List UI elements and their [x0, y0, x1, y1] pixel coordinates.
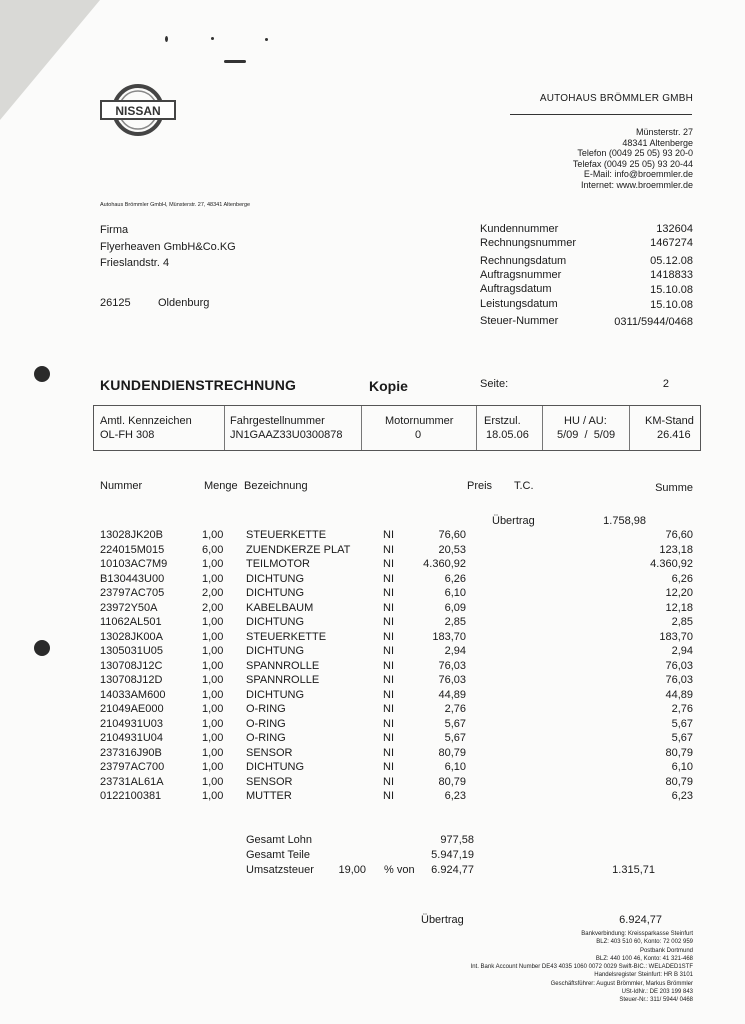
footer-line: Int. Bank Account Number DE43 4035 1060 0072 0029 Swift-BIC.: WELADED1STF	[470, 964, 693, 971]
item-price: 76,60	[438, 529, 466, 541]
item-price: 20,53	[438, 543, 466, 556]
paper-speck	[224, 60, 246, 63]
item-tax-code: NI	[383, 732, 394, 744]
item-quantity: 6,00	[202, 543, 224, 556]
item-description: DICHTUNG	[246, 645, 305, 657]
item-quantity: 1,00	[202, 688, 224, 701]
paper-speck	[165, 36, 168, 42]
meta-label: Leistungsdatum	[480, 298, 558, 310]
item-price: 2,85	[444, 616, 466, 628]
table-row	[0, 616, 745, 631]
customer-line: Flyerheaven GmbH&Co.KG	[100, 240, 236, 253]
vehicle-value: 5/09 / 5/09	[557, 429, 616, 441]
footer-line: Bankverbindung: Kreissparkasse Steinfurt	[581, 931, 693, 937]
item-sum: 2,76	[671, 703, 693, 715]
item-sum: 5,67	[671, 717, 693, 730]
item-sum: 12,20	[665, 587, 693, 599]
item-description: SPANNROLLE	[246, 674, 320, 686]
item-price: 6,23	[444, 790, 466, 802]
vehicle-label: Amtl. Kennzeichen	[100, 415, 192, 427]
item-sum: 76,03	[665, 659, 693, 672]
col-header-menge: Menge	[204, 480, 238, 492]
customer-line: Firma	[100, 224, 129, 236]
table-row	[0, 602, 745, 617]
item-number: 10103AC7M9	[100, 558, 168, 570]
page-number: 2	[662, 378, 669, 390]
item-number: 130708J12D	[100, 674, 163, 686]
item-description: STEUERKETTE	[246, 529, 327, 541]
vat-base: 6.924,77	[431, 864, 474, 876]
item-description: SENSOR	[246, 746, 293, 759]
paper-speck	[265, 38, 268, 41]
item-tax-code: NI	[383, 688, 394, 701]
item-sum: 2,94	[671, 645, 693, 657]
item-tax-code: NI	[383, 616, 394, 628]
meta-value: 05.12.08	[650, 255, 693, 267]
table-row	[0, 747, 745, 762]
item-description: O-RING	[246, 703, 286, 715]
folded-corner	[0, 0, 100, 120]
item-tax-code: NI	[383, 659, 394, 672]
col-header-preis: Preis	[467, 480, 493, 492]
sender-line: Autohaus Brömmler GmbH, Münsterstr. 27, 48341 Altenberge	[100, 202, 251, 208]
item-price: 76,03	[438, 659, 466, 672]
document-title: KUNDENDIENSTRECHNUNG	[100, 377, 297, 393]
item-number: 23797AC700	[100, 761, 165, 773]
total-labor-value: 977,58	[440, 834, 474, 846]
footer-line: Geschäftsführer: August Brömmler, Markus Brömmler	[550, 980, 693, 987]
item-price: 2,76	[444, 703, 466, 715]
item-tax-code: NI	[383, 630, 394, 643]
table-row	[0, 790, 745, 805]
punch-hole	[34, 366, 50, 382]
copy-label: Kopie	[369, 378, 408, 394]
address-line: Telefax (0049 25 05) 93 20-44	[572, 158, 693, 169]
total-parts-value: 5.947,19	[431, 849, 474, 861]
item-sum: 76,60	[665, 529, 693, 541]
item-quantity: 1,00	[202, 717, 224, 730]
table-row	[0, 761, 745, 776]
item-sum: 76,03	[665, 674, 693, 686]
table-row	[0, 631, 745, 646]
col-header-nummer: Nummer	[100, 480, 143, 492]
item-quantity: 1,00	[202, 746, 224, 759]
item-quantity: 1,00	[202, 732, 224, 744]
col-header-bezeichnung: Bezeichnung	[244, 480, 308, 492]
item-tax-code: NI	[383, 761, 394, 773]
paper-speck	[211, 37, 214, 40]
vehicle-label: HU / AU:	[564, 415, 607, 427]
vehicle-cell-motor	[361, 406, 477, 450]
customer-line: Frieslandstr. 4	[100, 257, 170, 269]
item-tax-code: NI	[383, 645, 394, 657]
item-sum: 44,89	[665, 688, 693, 701]
footer-line: USt-IdNr.: DE 203 199 843	[621, 989, 693, 996]
item-quantity: 1,00	[202, 645, 224, 657]
item-price: 5,67	[444, 717, 466, 730]
table-row	[0, 718, 745, 733]
vehicle-label: Erstzul.	[484, 415, 521, 427]
logo-text: NISSAN	[115, 104, 161, 118]
meta-label: Rechnungsdatum	[480, 255, 567, 267]
footer-line: BLZ: 440 100 46, Konto: 41 321-468	[595, 955, 693, 962]
item-sum: 80,79	[665, 775, 693, 788]
item-number: 23972Y50A	[100, 601, 158, 614]
address-line: Telefon (0049 25 05) 93 20-0	[577, 148, 693, 158]
item-description: ZUENDKERZE PLAT	[246, 543, 351, 556]
item-number: 13028JK00A	[100, 630, 163, 643]
address-line: 48341 Altenberge	[622, 137, 693, 148]
item-description: DICHTUNG	[246, 761, 305, 773]
meta-value: 1418833	[650, 269, 693, 281]
item-quantity: 1,00	[202, 674, 224, 686]
final-carryover-label: Übertrag	[421, 914, 464, 926]
vehicle-info-box	[93, 405, 701, 451]
meta-label: Auftragsdatum	[480, 283, 552, 295]
vat-rate: 19,00	[338, 864, 366, 876]
table-row	[0, 587, 745, 602]
vat-value: 1.315,71	[612, 864, 655, 876]
col-header-tc: T.C.	[514, 480, 534, 492]
table-row	[0, 689, 745, 704]
item-price: 5,67	[444, 732, 466, 744]
item-number: 130708J12C	[100, 659, 163, 672]
col-header-summe: Summe	[655, 482, 693, 494]
item-quantity: 1,00	[202, 529, 224, 541]
item-sum: 6,23	[671, 790, 693, 802]
table-row	[0, 660, 745, 675]
carryover-label: Übertrag	[492, 515, 535, 527]
item-number: 2104931U04	[100, 732, 164, 744]
nissan-logo	[100, 80, 176, 140]
item-quantity: 1,00	[202, 630, 224, 643]
item-number: 224015M015	[100, 543, 165, 556]
item-sum: 4.360,92	[650, 558, 693, 570]
vehicle-value: 0	[415, 429, 422, 441]
table-row	[0, 732, 745, 747]
item-quantity: 1,00	[202, 572, 224, 585]
vehicle-cell-fahrgestell	[224, 406, 362, 450]
item-sum: 6,10	[671, 761, 693, 773]
item-price: 80,79	[438, 746, 466, 759]
item-sum: 183,70	[659, 630, 693, 643]
footer-line: BLZ: 403 510 60, Konto: 72 002 959	[596, 939, 693, 946]
vehicle-value: OL-FH 308	[100, 429, 155, 441]
meta-value: 132604	[656, 223, 693, 235]
footer-line: Handelsregister Steinfurt: HR B 3101	[594, 972, 693, 979]
item-sum: 2,85	[671, 616, 693, 628]
item-number: 14033AM600	[100, 688, 166, 701]
item-price: 6,26	[444, 572, 466, 585]
vat-of-label: % von	[384, 864, 415, 876]
table-row	[0, 529, 745, 544]
vehicle-value: JN1GAAZ33U0300878	[230, 429, 343, 441]
item-number: 0122100381	[100, 790, 162, 802]
item-quantity: 2,00	[202, 601, 224, 614]
item-price: 44,89	[438, 688, 466, 701]
item-tax-code: NI	[383, 529, 394, 541]
item-price: 6,09	[444, 601, 466, 614]
item-sum: 6,26	[671, 572, 693, 585]
company-address	[573, 127, 693, 190]
item-number: 1305031U05	[100, 645, 164, 657]
item-description: DICHTUNG	[246, 616, 305, 628]
item-quantity: 1,00	[202, 703, 224, 715]
item-description: O-RING	[246, 732, 286, 744]
item-description: DICHTUNG	[246, 587, 305, 599]
item-price: 80,79	[438, 775, 466, 788]
customer-address	[100, 222, 236, 272]
vat-label: Umsatzsteuer	[246, 864, 314, 876]
customer-plz: 26125	[100, 297, 131, 309]
item-tax-code: NI	[383, 572, 394, 585]
item-number: 23797AC705	[100, 587, 165, 599]
vehicle-label: Fahrgestellnummer	[230, 415, 325, 427]
footer-line: Postbank Dortmund	[639, 947, 693, 954]
item-quantity: 1,00	[202, 659, 224, 672]
item-sum: 80,79	[665, 746, 693, 759]
item-number: 21049AE000	[100, 703, 164, 715]
item-price: 4.360,92	[423, 558, 466, 570]
meta-value: 1467274	[650, 237, 693, 249]
item-tax-code: NI	[383, 558, 394, 570]
customer-city: Oldenburg	[158, 297, 210, 309]
company-name: AUTOHAUS BRÖMMLER GMBH	[539, 93, 693, 104]
item-quantity: 2,00	[202, 587, 224, 599]
item-quantity: 1,00	[202, 775, 224, 788]
item-price: 2,94	[444, 645, 466, 657]
item-number: 237316J90B	[100, 746, 162, 759]
item-tax-code: NI	[383, 674, 394, 686]
total-labor-label: Gesamt Lohn	[246, 834, 313, 846]
final-carryover-value: 6.924,77	[619, 914, 662, 926]
item-tax-code: NI	[383, 601, 394, 614]
footer-line: Steuer-Nr.: 311/ 5944/ 0468	[619, 997, 693, 1004]
meta-value: 0311/5944/0468	[614, 316, 693, 328]
item-description: SENSOR	[246, 775, 293, 788]
item-sum: 5,67	[671, 732, 693, 744]
item-price: 6,10	[444, 587, 466, 599]
page-label: Seite:	[480, 378, 509, 390]
meta-value: 15.10.08	[650, 299, 693, 311]
address-line: E-Mail: info@broemmler.de	[583, 169, 693, 179]
item-tax-code: NI	[383, 746, 394, 759]
item-price: 76,03	[438, 674, 466, 686]
vehicle-cell-hu-au	[542, 406, 630, 450]
item-description: O-RING	[246, 717, 286, 730]
table-row	[0, 674, 745, 689]
address-line: Internet: www.broemmler.de	[580, 179, 693, 190]
item-description: SPANNROLLE	[246, 659, 320, 672]
item-quantity: 1,00	[202, 790, 224, 802]
table-row	[0, 558, 745, 573]
item-price: 6,10	[444, 761, 466, 773]
item-sum: 12,18	[665, 601, 693, 614]
total-parts-label: Gesamt Teile	[246, 849, 310, 861]
item-description: DICHTUNG	[246, 572, 305, 585]
meta-value: 15.10.08	[650, 284, 693, 296]
meta-label: Kundennummer	[480, 223, 559, 235]
item-tax-code: NI	[383, 543, 394, 556]
item-tax-code: NI	[383, 790, 394, 802]
meta-label: Rechnungsnummer	[480, 237, 576, 249]
item-tax-code: NI	[383, 775, 394, 788]
table-row	[0, 573, 745, 588]
item-tax-code: NI	[383, 717, 394, 730]
item-number: B130443U00	[100, 572, 165, 585]
item-description: MUTTER	[246, 790, 292, 802]
item-quantity: 1,00	[202, 616, 224, 628]
meta-label: Steuer-Nummer	[480, 315, 559, 327]
item-tax-code: NI	[383, 587, 394, 599]
table-row	[0, 645, 745, 660]
item-number: 13028JK20B	[100, 529, 163, 541]
meta-label: Auftragsnummer	[480, 269, 562, 281]
vehicle-cell-kennzeichen	[94, 406, 225, 450]
item-price: 183,70	[432, 630, 466, 643]
item-tax-code: NI	[383, 703, 394, 715]
table-row	[0, 776, 745, 791]
item-number: 2104931U03	[100, 717, 164, 730]
item-quantity: 1,00	[202, 558, 224, 570]
header-rule	[510, 114, 692, 115]
item-number: 11062AL501	[100, 616, 162, 628]
carryover-value: 1.758,98	[603, 515, 646, 527]
item-sum: 123,18	[659, 543, 693, 556]
table-row	[0, 703, 745, 718]
vehicle-cell-erstzul	[476, 406, 543, 450]
item-description: DICHTUNG	[246, 688, 305, 701]
vehicle-value: 18.05.06	[486, 429, 529, 441]
vehicle-label: Motornummer	[385, 415, 454, 427]
vehicle-label: KM-Stand	[645, 415, 694, 427]
item-description: STEUERKETTE	[246, 630, 327, 643]
address-line: Münsterstr. 27	[635, 127, 693, 137]
vehicle-value: 26.416	[657, 429, 691, 441]
table-row	[0, 544, 745, 559]
item-number: 23731AL61A	[100, 775, 164, 788]
bank-footer	[471, 930, 693, 1005]
item-description: KABELBAUM	[246, 601, 314, 614]
item-quantity: 1,00	[202, 761, 224, 773]
vehicle-cell-km	[629, 406, 700, 450]
item-description: TEILMOTOR	[246, 558, 310, 570]
